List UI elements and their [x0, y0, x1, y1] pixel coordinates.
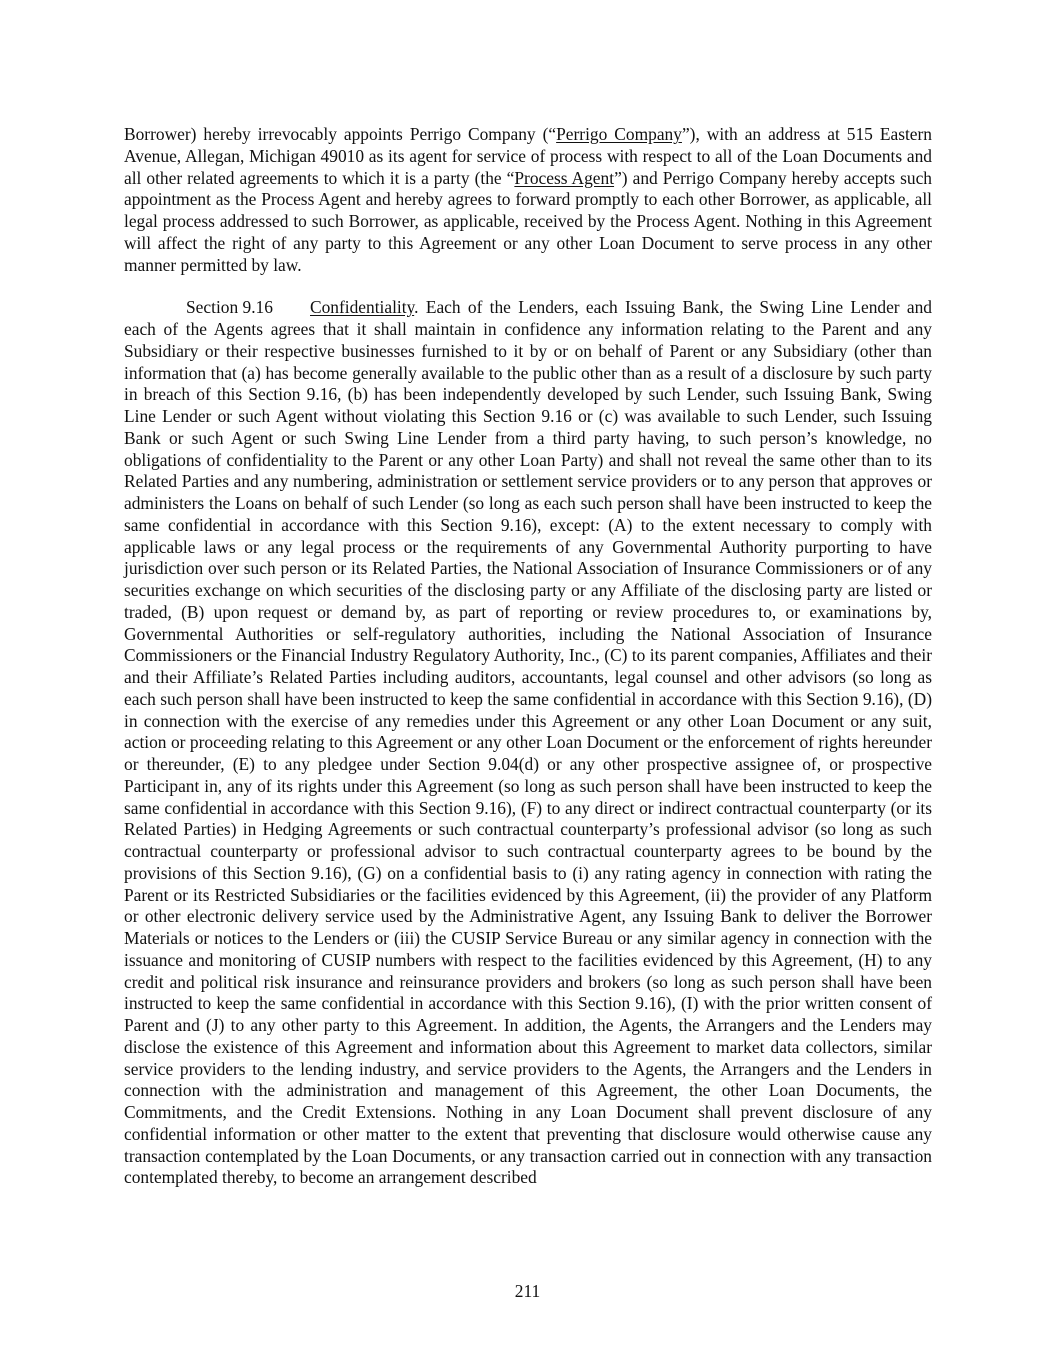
section-heading: Confidentiality [310, 297, 415, 318]
section-9-16-paragraph [124, 297, 932, 1189]
document-body [124, 124, 932, 1189]
section-number: Section 9.16 [186, 297, 273, 318]
process-agent-paragraph [124, 124, 932, 276]
defined-term-process-agent: Process Agent [514, 167, 615, 188]
section-text: . Each of the Lenders, each Issuing Bank, the Swing Line Lender and each of the Agents agrees that it shall maintain in confidence any information relating to the Parent and any Subsidiary or their respective businesses furnished to it by or on behalf of Parent or any Subsidiary (other than information that (a) has become generally available to the public other than as a result of a disclosure by such party in breach of this Section 9.16, (b) has been independently developed by such Lender, such Issuing Bank, Swing Line Lender or such Agent without violating this Section 9.16 or (c) was available to such Lender, such Issuing Bank or such Agent or such Swing Line Lender from a third party having, to such person’s knowledge, no obligations of confidentiality to the Parent or any other Loan Party) and shall not reveal the same other than to its Related Parties and any numbering, administration or settlement service providers or to any person that approves or administers the Loans on behalf of such Lender (so long as each such person shall have been instructed to keep the same confidential in accordance with this Section 9.16), except: (A) to the extent necessary to comply with applicable laws or any legal process or the requirements of any Governmental Authority purporting to have jurisdiction over such person or its Related Parties, the National Association of Insurance Commissioners or of any securities exchange on which securities of the disclosing party or any Affiliate of the disclosing party are listed or traded, (B) upon request or demand by, as part of reporting or review procedures to, or examinations by, Governmental Authorities or self-regulatory authorities, including the National Association of Insurance Commissioners or the Financial Industry Regulatory Authority, Inc., (C) to its parent companies, Affiliates and their and their Affiliate’s Related Parties including auditors, accountants, legal counsel and other advisors (so long as each such person shall have been instructed to keep the same confidential in accordance with this Section 9.16), (D) in connection with the exercise of any remedies under this Agreement or any other Loan Document or any suit, action or proceeding relating to this Agreement or any other Loan Document or the enforcement of rights hereunder or thereunder, (E) to any pledgee under Section 9.04(d) or any other prospective assignee of, or prospective Participant in, any of its rights under this Agreement (so long as such person shall have been instructed to keep the same confidential in accordance with this Section 9.16), (F) to any direct or indirect contractual counterparty (or its Related Parties) in Hedging Agreements or such contractual counterparty’s professional advisor (so long as such contractual counterparty or professional advisor to such contractual counterparty agrees to be bound by the provisions of this Section 9.16), (G) on a confidential basis to (i) any rating agency in connection with rating the Parent or its Restricted Subsidiaries or the facilities evidenced by this Agreement, (ii) the provider of any Platform or other electronic delivery service used by the Administrative Agent, any Issuing Bank to deliver the Borrower Materials or notices to the Lenders or (iii) the CUSIP Service Bureau or any similar agency in connection with the issuance and monitoring of CUSIP numbers with respect to the facilities evidenced by this Agreement, (H) to any credit and political risk insurance and reinsurance providers and brokers (so long as such person shall have been instructed to keep the same confidential in accordance with this Section 9.16), (I) with the prior written consent of Parent and (J) to any other party to this Agreement. In addition, the Agents, the Arrangers and the Lenders may disclose the existence of this Agreement and information about this Agreement to market data collectors, similar service providers to the lending industry, and service providers to the Agents, the Arrangers and the Lenders in connection with the administration and management of this Agreement, the other Loan Documents, the Commitments, and the Credit Extensions. Nothing in any Loan Document shall prevent disclosure of any confidential information or other matter to the extent that preventing that disclosure would otherwise cause any transaction contemplated by the Loan Documents, or any transaction carried out in connection with any transaction contemplated thereby, to become an arrangement described [124, 297, 932, 1188]
paragraph-text: Borrower) hereby irrevocably appoints Perrigo Company (“ [124, 124, 557, 144]
defined-term-perrigo-company: Perrigo Company [556, 124, 682, 144]
paragraph-text: ”) and Perrigo Company hereby accepts such appointment as the Process Agent and hereby agrees to forward promptly to each other Borrower, as applicable, all legal process addressed to such Borrower, as applicable, received by the Process Agent. Nothing in this Agreement will affect the right of any party to this Agreement or any other Loan Document to serve process in any other manner permitted by law. [124, 167, 932, 275]
paragraph-text: ”), with an address at 515 Eastern Avenue, Allegan, Michigan 49010 as its agent for service of process with respect to all of the Loan Documents and all other related agreements to which it is a party (the “ [124, 124, 932, 188]
page-number: 211 [514, 1281, 541, 1301]
